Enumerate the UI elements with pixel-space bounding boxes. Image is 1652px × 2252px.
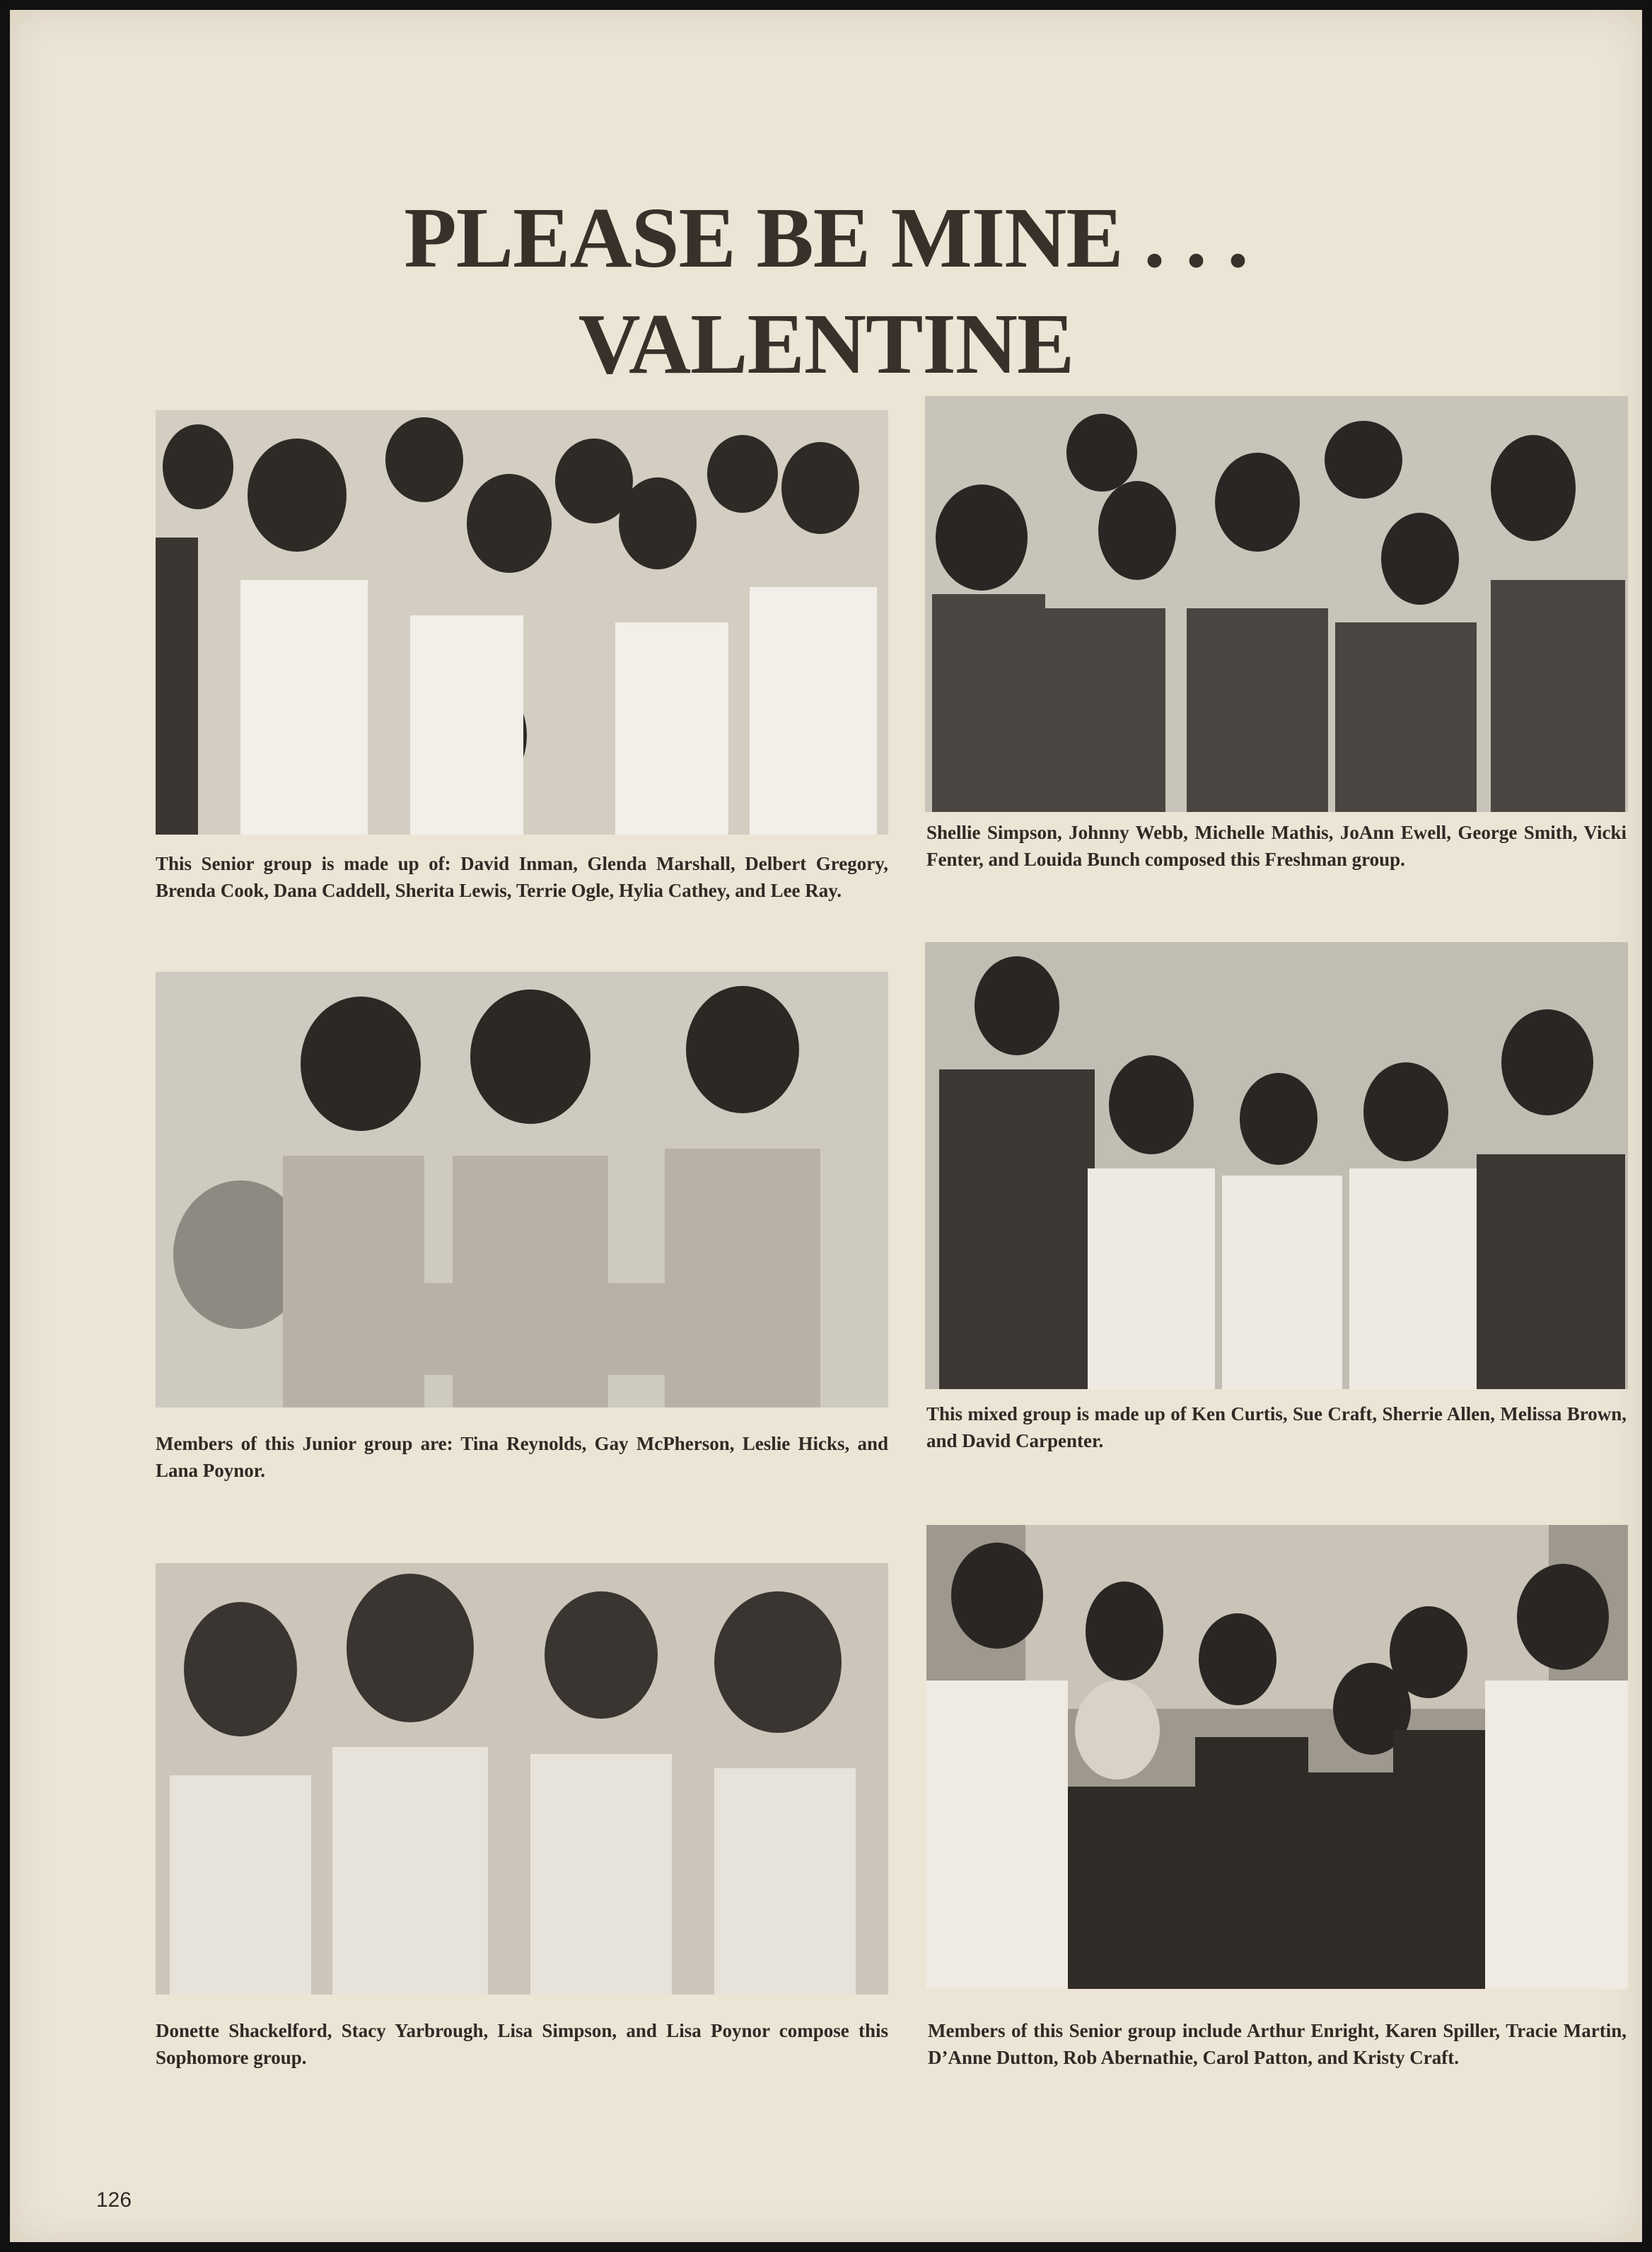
caption-mixed-group: This mixed group is made up of Ken Curtis, Sue Craft, Sherrie Allen, Melissa Brown, and David Carpenter.: [926, 1403, 1627, 1451]
yearbook-page: [10, 10, 1642, 2242]
photo-junior-group: [156, 972, 888, 1408]
photo-senior-group-1: [156, 410, 888, 835]
photo-mixed-group: [925, 942, 1628, 1389]
caption-freshman-group: Shellie Simpson, Johnny Webb, Michelle Mathis, JoAnn Ewell, George Smith, Vicki Fenter, and Louida Bunch composed this Freshman group.: [926, 822, 1627, 870]
photo-sophomore-group: [156, 1563, 888, 1995]
caption-senior-group-1: This Senior group is made up of: David Inman, Glenda Marshall, Delbert Gregory, Brenda Cook, Dana Caddell, Sherita Lewis, Terrie Ogle, Hylia Cathey, and Lee Ray.: [156, 853, 888, 901]
page-number: 126: [96, 2188, 132, 2212]
photo-senior-group-2: [926, 1525, 1628, 1989]
caption-senior-group-2: Members of this Senior group include Arthur Enright, Karen Spiller, Tracie Martin, D’Anne Dutton, Rob Abernathie, Carol Patton, and Kristy Craft.: [928, 2020, 1627, 2068]
photo-freshman-group: [925, 396, 1628, 812]
page-title-line-1: PLEASE BE MINE . . .: [404, 190, 1248, 286]
caption-junior-group: Members of this Junior group are: Tina Reynolds, Gay McPherson, Leslie Hicks, and Lana Poynor.: [156, 1433, 888, 1481]
page-title-line-2: VALENTINE: [578, 296, 1074, 392]
caption-sophomore-group: Donette Shackelford, Stacy Yarbrough, Lisa Simpson, and Lisa Poynor compose this Sophomore group.: [156, 2020, 888, 2068]
